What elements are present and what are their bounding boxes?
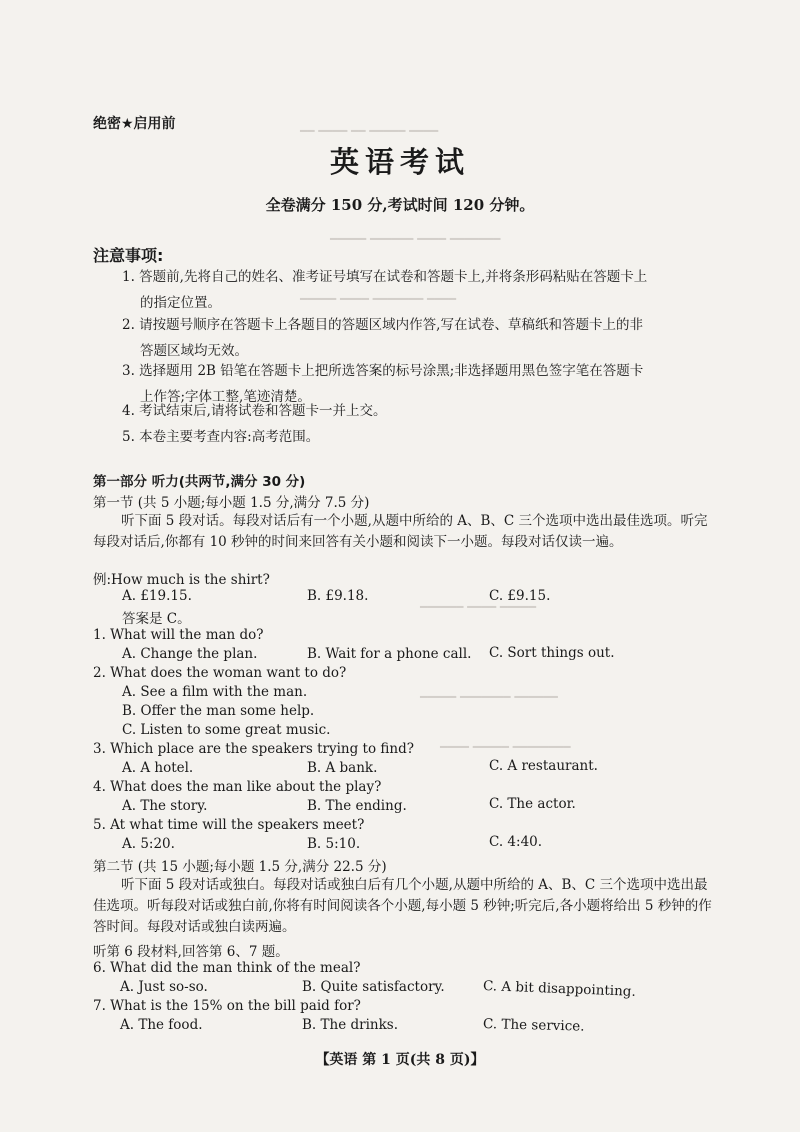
part-heading: 第一部分 听力(共两节,满分 30 分)	[93, 474, 306, 490]
note-text: 3. 选择题用 2B 铅笔在答题卡上把所选答案的标号涂黑;非选择题用黑色签字笔在答题卡	[122, 363, 644, 379]
section-heading: 第一节 (共 5 小题;每小题 1.5 分,满分 7.5 分)	[93, 495, 370, 511]
note-item	[122, 424, 722, 450]
bleed-through-texture: ━━━━━━ ━━━━ ━━━━━	[420, 600, 536, 614]
option-b: B. The ending.	[307, 798, 407, 814]
option-a: A. A hotel.	[122, 760, 194, 776]
question: 1. What will the man do?	[93, 627, 264, 643]
option-a: A. The food.	[120, 1017, 203, 1033]
note-item	[122, 264, 722, 316]
note-item	[122, 398, 722, 424]
note-text: 1. 答题前,先将自己的姓名、准考证号填写在试卷和答题卡上,并将条形码粘贴在答题卡上	[122, 269, 648, 285]
option-a: A. Change the plan.	[122, 646, 258, 662]
bleed-through-texture: ━━━━━ ━━━━━━ ━━━━ ━━━━━━━	[330, 232, 501, 246]
material-note: 听第 6 段材料,回答第 6、7 题。	[93, 944, 289, 960]
section-heading: 第二节 (共 15 小题;每小题 1.5 分,满分 22.5 分)	[93, 859, 387, 875]
confidential-label: 绝密★启用前	[93, 116, 176, 132]
option-b: B. Quite satisfactory.	[302, 979, 445, 995]
option-a: A. Just so-so.	[120, 979, 208, 995]
note-text: 2. 请按题号顺序在答题卡上各题目的答题区域内作答,写在试卷、草稿纸和答题卡上的非	[122, 317, 643, 333]
option-c: C. Sort things out.	[489, 645, 615, 661]
option-b: B. Offer the man some help.	[122, 703, 315, 719]
question: 7. What is the 15% on the bill paid for?	[93, 998, 361, 1014]
option-a: A. £19.15.	[122, 588, 192, 604]
option-b: B. The drinks.	[302, 1017, 398, 1033]
option-b: B. Wait for a phone call.	[307, 646, 472, 662]
question: 3. Which place are the speakers trying to find?	[93, 741, 414, 757]
option-c: C. 4:40.	[489, 834, 543, 850]
option-a: A. The story.	[122, 798, 208, 814]
note-text: 4. 考试结束后,请将试卷和答题卡一并上交。	[122, 403, 387, 419]
notes-heading: 注意事项:	[93, 246, 164, 265]
bleed-through-texture: ━━━━ ━━━━━ ━━━━━━━━	[440, 740, 571, 754]
option-a: A. See a film with the man.	[122, 684, 308, 700]
note-continuation: 答题区域均无效。	[140, 343, 248, 359]
example-question: 例:How much is the shirt?	[93, 572, 270, 588]
option-c: C. Listen to some great music.	[122, 722, 331, 738]
bleed-through-texture: ━━ ━━━━ ━━ ━━━━━ ━━━━	[300, 124, 439, 138]
question: 6. What did the man think of the meal?	[93, 960, 361, 976]
note-continuation: 的指定位置。	[140, 295, 221, 311]
option-c: C. The service.	[482, 1016, 585, 1035]
bleed-through-texture: ━━━━━ ━━━━ ━━━━━━━ ━━━━	[300, 292, 456, 306]
page-footer: 【英语 第 1 页(共 8 页)】	[315, 1052, 485, 1068]
option-c: C. A restaurant.	[489, 758, 598, 774]
exam-title: 英语考试	[329, 145, 470, 179]
note-continuation: 上作答;字体工整,笔迹清楚。	[140, 389, 311, 405]
section-instructions: 听下面 5 段对话。每段对话后有一个小题,从题中所给的 A、B、C 三个选项中选出最佳选项。听完每段对话后,你都有 10 秒钟的时间来回答有关小题和阅读下一小题。每段对话仅读一遍。	[93, 513, 708, 550]
example-answer: 答案是 C。	[122, 611, 191, 627]
option-c: C. £9.15.	[489, 588, 551, 604]
option-b: B. A bank.	[307, 760, 378, 776]
note-text: 5. 本卷主要考查内容:高考范围。	[122, 429, 320, 445]
option-b: B. 5:10.	[307, 836, 361, 852]
question: 2. What does the woman want to do?	[93, 665, 347, 681]
question: 4. What does the man like about the play?	[93, 779, 382, 795]
question: 5. At what time will the speakers meet?	[93, 817, 365, 833]
option-c: C. A bit disappointing.	[482, 978, 637, 1000]
option-c: C. The actor.	[489, 796, 576, 812]
option-a: A. 5:20.	[122, 836, 175, 852]
note-item	[122, 312, 722, 364]
option-b: B. £9.18.	[307, 588, 369, 604]
bleed-through-texture: ━━━━━ ━━━━━━━ ━━━━━━	[420, 690, 558, 704]
section-instructions: 听下面 5 段对话或独白。每段对话或独白后有几个小题,从题中所给的 A、B、C 三个选项中选出最佳选项。听每段对话或独白前,你将有时间阅读各个小题,每小题 5 秒钟;听完后,各小题将给出 5 秒钟的作答时间。每段对话或独白读两遍。	[93, 877, 712, 935]
exam-subtitle: 全卷满分 150 分,考试时间 120 分钟。	[265, 196, 535, 214]
